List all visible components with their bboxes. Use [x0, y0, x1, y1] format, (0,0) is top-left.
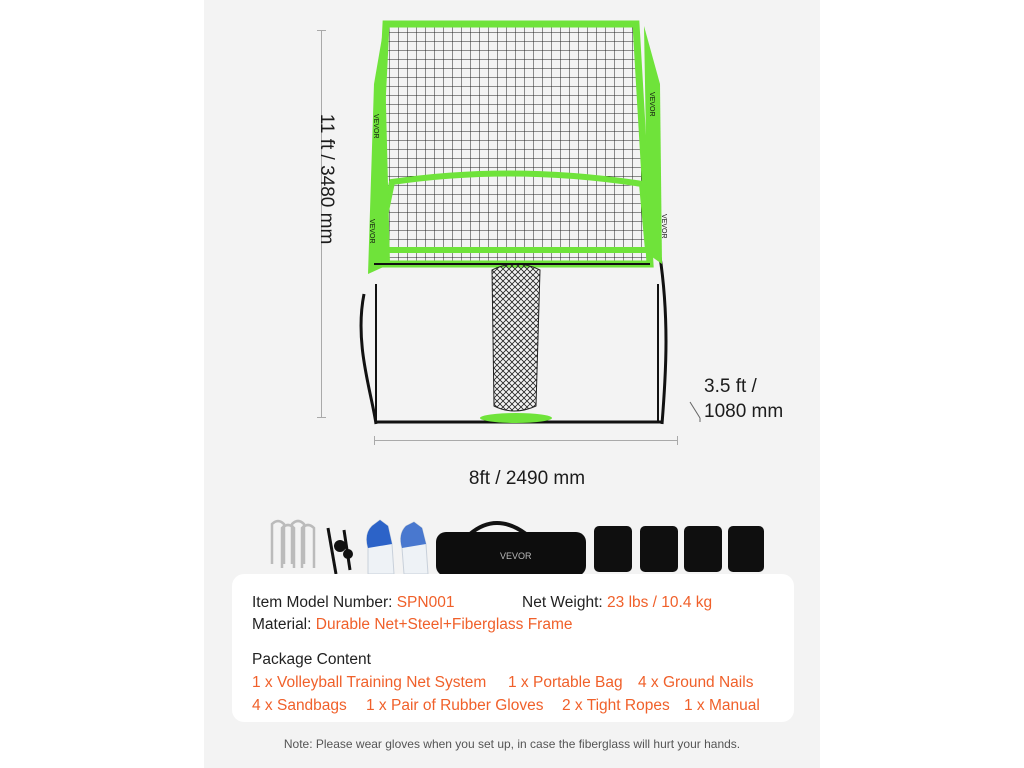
package-item: 1 x Portable Bag — [508, 674, 623, 691]
product-info-panel — [232, 574, 794, 722]
model-label: Item Model Number: — [252, 594, 397, 611]
side-brand-label: VEVOR — [372, 114, 379, 139]
weight-value: 23 lbs / 10.4 kg — [607, 594, 713, 611]
rubber-gloves-icon — [367, 520, 428, 574]
weight-label: Net Weight: — [522, 594, 608, 611]
package-title: Package Content — [252, 651, 371, 668]
side-brand-label: VEVOR — [648, 92, 655, 117]
package-item: 1 x Pair of Rubber Gloves — [366, 697, 544, 714]
side-brand-label: VEVOR — [368, 219, 375, 244]
model-value: SPN001 — [396, 594, 455, 611]
package-item: 4 x Sandbags — [252, 697, 347, 714]
bag-logo: VEVOR — [500, 551, 532, 561]
portable-bag-icon — [436, 523, 586, 576]
width-dimension-label: 8ft / 2490 mm — [468, 468, 586, 489]
depth-dimension-tick — [688, 400, 704, 422]
net-weight-row — [522, 594, 712, 612]
package-item: 4 x Ground Nails — [638, 674, 754, 691]
package-item: 1 x Manual — [684, 697, 760, 714]
height-dimension-label: 11 ft / 3480 mm — [316, 113, 337, 245]
depth-line-1: 3.5 ft / — [704, 376, 757, 397]
side-brand-label: VEVOR — [660, 214, 667, 239]
depth-dimension-label — [704, 374, 783, 424]
sandbags-icon — [594, 526, 764, 572]
product-card — [204, 0, 820, 768]
depth-line-2: 1080 mm — [704, 401, 784, 422]
ground-nails-icon — [272, 521, 314, 568]
width-dimension-line — [374, 440, 678, 441]
material-label: Material: — [252, 616, 316, 633]
package-item: 1 x Volleyball Training Net System — [252, 674, 487, 691]
material-row — [252, 616, 572, 634]
package-item: 2 x Tight Ropes — [562, 697, 670, 714]
tight-ropes-icon — [328, 528, 353, 574]
material-value: Durable Net+Steel+Fiberglass Frame — [315, 616, 573, 633]
model-number-row — [252, 594, 454, 612]
volleyball-training-net-illustration — [344, 14, 674, 434]
safety-note: Note: Please wear gloves when you set up, in case the fiberglass will hurt your hands. — [283, 737, 741, 751]
accessories-row — [264, 514, 764, 580]
